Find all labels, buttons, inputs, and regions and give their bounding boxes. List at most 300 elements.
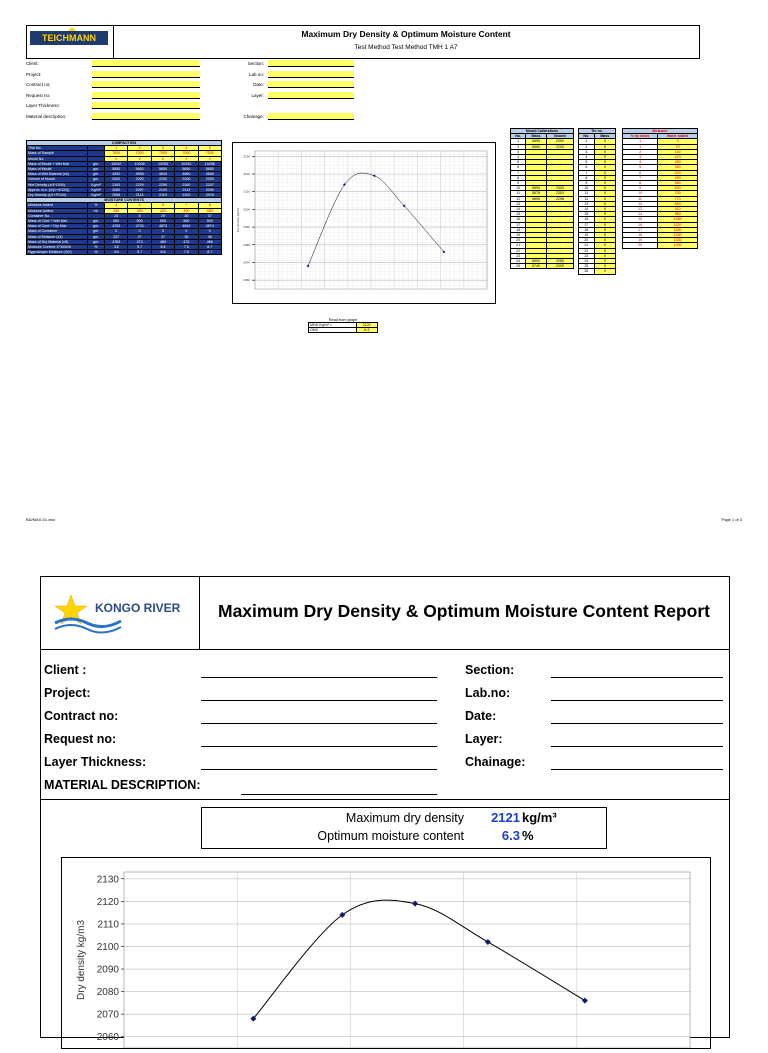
row-cell: 2102 <box>175 193 198 198</box>
side-cell: 1120 <box>658 222 698 227</box>
side-cell: 4 <box>579 155 595 160</box>
side-cell: 560 <box>658 181 698 186</box>
side-cell: 0 <box>594 264 615 269</box>
row-cell: 4660 <box>175 172 198 177</box>
row-cell: 420 <box>151 208 174 213</box>
report-left-label: Contract no: <box>44 709 119 723</box>
side-cell: 26 <box>579 269 595 274</box>
y-tick-label: 2060 <box>243 278 250 283</box>
row-cell: 2114 <box>128 193 151 198</box>
side-cell: 11 <box>579 191 595 196</box>
row-cell: 5 <box>198 146 221 151</box>
row-cell: 8.7 <box>198 245 221 250</box>
side-cell: 7 <box>623 175 658 180</box>
report-right-label: Section: <box>465 663 515 677</box>
side-cell: 2 <box>579 144 595 149</box>
row-label: Mass of Wet Material (x4) <box>27 172 88 177</box>
row-cell: 3 <box>151 146 174 151</box>
y-tick-label: 2110 <box>243 189 250 194</box>
side-cell: 770 <box>658 196 698 201</box>
side-cell: 1050 <box>658 217 698 222</box>
side-cell: 0 <box>594 207 615 212</box>
p1-right-field[interactable] <box>268 81 354 88</box>
side-cell: 4 <box>511 155 526 160</box>
side-cell: 5 <box>579 160 595 165</box>
side-cell: 0 <box>658 139 698 144</box>
mould-calibration-table <box>510 128 574 269</box>
row-cell: 2229 <box>128 182 151 187</box>
side-cell: 10 <box>511 186 526 191</box>
p1-left-label: Layer Thickness: <box>26 103 60 108</box>
mdd-label: Maximum dry density <box>345 811 464 825</box>
read-from-graph <box>308 318 378 333</box>
row-cell: 2 <box>128 156 151 161</box>
footer-file: BD/MAX-01.xlsx <box>26 517 56 522</box>
table-row <box>623 243 698 248</box>
side-cell: 24 <box>579 259 595 264</box>
row-cell: 350 <box>128 208 151 213</box>
page1-title: Maximum Dry Density & Optimum Moisture Content <box>301 29 511 39</box>
row-unit: gm. <box>88 167 105 172</box>
row-label: Mass of Sample <box>27 151 88 156</box>
side-cell: 4 <box>623 160 658 165</box>
side-cell: 9 <box>579 181 595 186</box>
row-label: Moisture Content X*100/x5 <box>27 245 88 250</box>
row-cell: 5650 <box>175 167 198 172</box>
side-cell: 0 <box>594 170 615 175</box>
row-cell: 24 <box>105 213 128 218</box>
row-unit: % <box>88 250 105 255</box>
row-cell: 27 <box>128 234 151 239</box>
side-cell: 6 <box>511 165 526 170</box>
report-right-line[interactable] <box>551 700 723 701</box>
table-row <box>511 264 574 269</box>
p1-right-label: Lab.no: <box>248 71 264 77</box>
side-cell: 2303 <box>546 186 573 191</box>
side-cell: 8 <box>623 181 658 186</box>
row-unit: ml. <box>88 208 105 213</box>
report-left-label: Project: <box>44 686 91 700</box>
compaction-title: COMPACTION <box>27 141 222 146</box>
report-right-line[interactable] <box>551 677 723 678</box>
row-cell: 466 <box>198 239 221 244</box>
side-cell: 7 <box>579 170 595 175</box>
row-cell: 10256 <box>198 161 221 166</box>
p1-left-label: Client: <box>26 61 39 66</box>
row-cell: 2200 <box>128 177 151 182</box>
p1-right-label: Section: <box>247 61 264 66</box>
report-left-line[interactable] <box>201 746 437 747</box>
compaction-table <box>26 140 222 255</box>
report-chart <box>61 857 711 1049</box>
row-cell: 46 <box>198 234 221 239</box>
row-cell: 4810 <box>175 224 198 229</box>
side-cell: 0 <box>594 191 615 196</box>
report-right-label: Date: <box>465 709 497 723</box>
side-cell: 0 <box>594 233 615 238</box>
row-cell: 2200 <box>151 177 174 182</box>
report-frame <box>40 576 730 1044</box>
side-header: Water added <box>658 134 698 139</box>
read-from-graph-label: Read from graph <box>328 318 358 322</box>
report-right-line[interactable] <box>551 723 723 724</box>
report-left-line[interactable] <box>201 677 437 678</box>
row-cell: 2 <box>175 156 198 161</box>
page-2 <box>0 558 768 1044</box>
row-cell: 2076 <box>198 193 221 198</box>
p1-left-field[interactable] <box>92 60 200 67</box>
side-cell: 5 <box>623 165 658 170</box>
page1-chart <box>232 142 496 304</box>
row-cell: 10042 <box>105 161 128 166</box>
side-cell: 1 <box>623 139 658 144</box>
row-cell: 2 <box>151 156 174 161</box>
row-unit: % <box>88 203 105 208</box>
side-cell: 10 <box>623 191 658 196</box>
side-cell: 8 <box>511 175 526 180</box>
side-cell: 23 <box>579 253 595 258</box>
p1-right-field[interactable] <box>268 113 354 120</box>
read-from-graph-table <box>308 322 378 333</box>
row-cell: 4.6 <box>105 245 128 250</box>
p1-left-field[interactable] <box>92 92 200 99</box>
side-cell: 5650 <box>526 144 547 149</box>
row-cell: 6.6 <box>151 245 174 250</box>
side-header: Volume <box>546 134 573 139</box>
y-tick-label: 2100 <box>243 207 250 212</box>
row-cell: 10208 <box>128 161 151 166</box>
report-left-line[interactable] <box>201 700 437 701</box>
side-cell: 16 <box>579 217 595 222</box>
row-cell: 0 <box>128 229 151 234</box>
row-cell: 2260 <box>175 182 198 187</box>
row-cell: 4733 <box>128 224 151 229</box>
report-left-label: Layer Thickness: <box>44 755 147 769</box>
side-cell: 14 <box>511 207 526 212</box>
report-right-label: Lab.no: <box>465 686 511 700</box>
page1-subtitle: Test Method Test Method TMH 1 A7 <box>354 44 458 51</box>
side-cell: 13 <box>511 201 526 206</box>
p1-right-label: Date: <box>253 82 264 87</box>
side-cell: 18 <box>511 227 526 232</box>
row-cell: 0 <box>175 229 198 234</box>
p1-left-label: Request no: <box>26 92 51 98</box>
report-info <box>41 649 729 799</box>
side-cell: 490 <box>658 175 698 180</box>
side-cell: 19 <box>623 238 658 243</box>
row-cell: 2120 <box>151 187 174 192</box>
p1-right-field[interactable] <box>268 92 354 99</box>
p1-right-label: Chainage: <box>243 113 264 119</box>
side-cell: 17 <box>511 222 526 227</box>
side-cell: 0 <box>594 253 615 258</box>
row-cell: 2068 <box>105 193 128 198</box>
p1-left-field[interactable] <box>92 102 200 109</box>
report-left-line[interactable] <box>241 794 437 795</box>
side-cell: 0 <box>594 149 615 154</box>
row-cell: 10310 <box>175 161 198 166</box>
row-cell: 4763 <box>105 224 128 229</box>
row-cell: 5.7 <box>128 250 151 255</box>
side-cell: 5740 <box>526 264 547 269</box>
report-left-line[interactable] <box>201 723 437 724</box>
side-cell: 20 <box>623 243 658 248</box>
row-cell: 7000 <box>105 151 128 156</box>
report-right-line[interactable] <box>551 769 723 770</box>
side-cell: 16 <box>511 217 526 222</box>
plot-area <box>124 872 690 1048</box>
omc-value: 6.3 <box>501 828 520 843</box>
side-cell: 350 <box>658 165 698 170</box>
side-cell: 420 <box>658 170 698 175</box>
row-label: Volume of Mould <box>27 177 88 182</box>
side-cell: 15 <box>623 217 658 222</box>
y-axis-label: Dry density kg/m3 <box>236 207 240 233</box>
row-cell: 30 <box>175 234 198 239</box>
row-unit: Kg/m³ <box>88 187 105 192</box>
row-cell: 5650 <box>198 167 221 172</box>
side-cell: 11 <box>623 196 658 201</box>
side-cell: 0 <box>594 243 615 248</box>
row-cell: 29 <box>151 213 174 218</box>
row-label: Trial No. <box>27 146 88 151</box>
kongo-logo-text: KONGO RIVER <box>95 601 181 615</box>
row-unit: gm. <box>88 234 105 239</box>
row-cell: 10284 <box>151 161 174 166</box>
row-label: Mass of Cont.+ Wet Mat. <box>27 219 88 224</box>
row-cell: 2163 <box>105 182 128 187</box>
p1-right-field[interactable] <box>268 60 354 67</box>
side-header: Mass <box>526 134 547 139</box>
row-cell: 7000 <box>151 151 174 156</box>
side-cell: 0 <box>594 212 615 217</box>
row-cell: 470 <box>175 239 198 244</box>
side-title: Tin no. <box>579 129 616 134</box>
row-cell: 4634 <box>151 172 174 177</box>
row-label: Mass of Mould + Wet Mat. <box>27 161 88 166</box>
row-label: Mass of Container <box>27 229 88 234</box>
side-cell: 2300 <box>546 139 573 144</box>
side-cell: 140 <box>658 149 698 154</box>
side-cell: 22 <box>511 248 526 253</box>
side-cell: 1330 <box>658 238 698 243</box>
side-cell: 3 <box>623 155 658 160</box>
row-cell: 4.6 <box>105 250 128 255</box>
row-label: Wet Density (x/4*1000) <box>27 182 88 187</box>
row-label: Dry Density (x/1+P/100) <box>27 193 88 198</box>
side-cell: 15 <box>511 212 526 217</box>
info-divider <box>41 799 729 800</box>
side-cell: 0 <box>594 269 615 274</box>
y-tick-label: 2120 <box>96 896 119 908</box>
row-unit: gm. <box>88 229 105 234</box>
row-label: Mass of Moisture (x4) <box>27 234 88 239</box>
side-header: No. <box>579 134 595 139</box>
side-cell: 70 <box>658 144 698 149</box>
row-label: Hygroscopic Moisture (X/X) <box>27 250 88 255</box>
report-right-label: Layer: <box>465 732 503 746</box>
report-right-line[interactable] <box>551 746 723 747</box>
side-cell: 7 <box>511 170 526 175</box>
side-cell: 6 <box>623 170 658 175</box>
side-cell: 11 <box>511 191 526 196</box>
row-cell: 37 <box>198 213 221 218</box>
y-tick-label: 2080 <box>96 987 119 999</box>
row-unit: gm. <box>88 177 105 182</box>
row-cell: 8 <box>128 213 151 218</box>
side-cell: 910 <box>658 207 698 212</box>
row-unit: gm. <box>88 161 105 166</box>
row-cell: 490 <box>175 208 198 213</box>
side-cell: 0 <box>594 144 615 149</box>
row-cell: 7000 <box>175 151 198 156</box>
row-cell: 2 <box>128 146 151 151</box>
row-label: Moisture Added <box>27 208 88 213</box>
side-cell: 18 <box>579 227 595 232</box>
side-cell: 1400 <box>658 243 698 248</box>
side-cell: 2289 <box>546 259 573 264</box>
result-box <box>201 807 607 849</box>
side-cell: 2303 <box>546 191 573 196</box>
side-cell: 0 <box>594 222 615 227</box>
y-axis-label: Dry density kg/m3 <box>76 919 87 1001</box>
side-cell: 5676 <box>526 191 547 196</box>
side-cell: 2305 <box>546 264 573 269</box>
row-cell: 7.5 <box>175 245 198 250</box>
row-cell: 6.6 <box>151 250 174 255</box>
row-cell: 473 <box>128 239 151 244</box>
y-tick-label: 2130 <box>243 154 250 159</box>
side-cell: 25 <box>511 264 526 269</box>
side-cell: 700 <box>658 191 698 196</box>
row-label: Moisture Added <box>27 203 88 208</box>
side-cell: 12 <box>623 201 658 206</box>
tin-table <box>578 128 616 275</box>
p1-left-label: Contract no: <box>26 82 51 87</box>
table-row <box>579 269 616 274</box>
moisture-title: MOISTURE CONTENTS <box>27 198 222 203</box>
row-cell: 2080 <box>105 187 128 192</box>
omc-label: Optimum moisture content <box>317 829 464 843</box>
teichmann-logo <box>27 26 114 58</box>
side-cell: 12 <box>511 196 526 201</box>
row-cell: 4763 <box>105 239 128 244</box>
row-cell: 4558 <box>128 172 151 177</box>
p1-right-field[interactable] <box>268 71 354 78</box>
row-cell: 5650 <box>128 167 151 172</box>
row-unit: gm. <box>88 172 105 177</box>
row-label: Mass of Dry Material (x5) <box>27 239 88 244</box>
row-cell: 2200 <box>105 177 128 182</box>
side-cell: 0 <box>594 181 615 186</box>
mdd-value-small: 2121 <box>356 323 377 328</box>
p1-left-label: Project: <box>26 71 42 77</box>
row-cell: 2112 <box>175 187 198 192</box>
report-left-line[interactable] <box>201 769 437 770</box>
mdd-value: 2121 <box>491 810 520 825</box>
report-title: Maximum Dry Density & Optimum Moisture Content Report <box>218 601 710 621</box>
side-cell: 15 <box>579 212 595 217</box>
side-cell: 13 <box>623 207 658 212</box>
row-cell: 7000 <box>198 151 221 156</box>
side-cell: 0 <box>594 186 615 191</box>
report-header <box>41 577 729 650</box>
row-cell: 500 <box>175 219 198 224</box>
row-cell: 560 <box>198 208 221 213</box>
side-cell: 10 <box>579 186 595 191</box>
side-cell: 5600 <box>526 259 547 264</box>
side-cell: 1 <box>511 139 526 144</box>
row-cell: 2 <box>198 156 221 161</box>
side-cell: 16 <box>623 222 658 227</box>
row-label: Mass of Mould <box>27 167 88 172</box>
y-tick-label: 2110 <box>97 919 119 931</box>
omc-label-small: OMC <box>309 328 357 333</box>
row-cell: 7000 <box>128 151 151 156</box>
side-cell: 19 <box>511 233 526 238</box>
row-cell: 2 <box>105 156 128 161</box>
side-cell: 25 <box>579 264 595 269</box>
report-left-label: MATERIAL DESCRIPTION: <box>44 778 201 792</box>
side-cell: 19 <box>579 233 595 238</box>
row-cell: 4 <box>175 146 198 151</box>
p1-left-field[interactable] <box>92 81 200 88</box>
logo-text: TEICHMANN <box>30 31 108 45</box>
row-cell: 4606 <box>198 172 221 177</box>
side-cell: 0 <box>594 259 615 264</box>
row-cell: 500 <box>105 219 128 224</box>
side-title: Moisture <box>623 129 698 134</box>
side-cell: 17 <box>579 222 595 227</box>
side-cell: 3 <box>511 149 526 154</box>
side-cell: 2298 <box>546 196 573 201</box>
side-cell: 5 <box>511 160 526 165</box>
side-cell: 0 <box>594 160 615 165</box>
row-cell: 2259 <box>151 182 174 187</box>
side-cell: 12 <box>579 196 595 201</box>
y-tick-label: 2070 <box>96 1009 119 1021</box>
page1-chart-svg <box>233 143 495 303</box>
side-cell: 0 <box>594 248 615 253</box>
side-cell: 0 <box>594 155 615 160</box>
row-cell: 2090 <box>198 187 221 192</box>
row-unit: gm. <box>88 224 105 229</box>
y-tick-label: 2090 <box>96 964 119 976</box>
row-cell: 6 <box>151 203 174 208</box>
row-cell: 500 <box>128 219 151 224</box>
side-cell: 630 <box>658 186 698 191</box>
side-header: % by mass <box>623 134 658 139</box>
row-unit: gm. <box>88 239 105 244</box>
row-cell: 30 <box>175 213 198 218</box>
mdd-label-small: MDD Kg/m³ = <box>309 323 357 328</box>
report-right-label: Chainage: <box>465 755 526 769</box>
p1-left-field[interactable] <box>92 71 200 78</box>
side-cell: 20 <box>579 238 595 243</box>
y-tick-label: 2070 <box>243 260 250 265</box>
side-cell: 14 <box>579 207 595 212</box>
side-cell: 9 <box>511 181 526 186</box>
row-cell: 237 <box>105 234 128 239</box>
footer-page: Page 1 of 3 <box>721 517 742 522</box>
side-cell: 9 <box>623 186 658 191</box>
side-cell: 21 <box>579 243 595 248</box>
row-cell: 463 <box>151 239 174 244</box>
side-title: Mould Calibrations <box>511 129 574 134</box>
side-cell: 0 <box>594 217 615 222</box>
p1-left-field[interactable] <box>92 113 200 120</box>
side-cell: 2 <box>623 149 658 154</box>
